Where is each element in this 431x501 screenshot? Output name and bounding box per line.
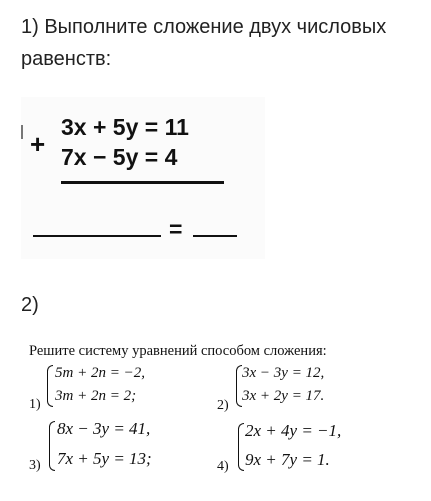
task2-image — [21, 343, 431, 501]
system-3-equation-bottom: 7x + 5y = 13; — [57, 449, 152, 468]
system-4-brace — [238, 423, 244, 471]
scan-artifact-mark — [21, 125, 23, 139]
task1-heading-line1: 1) Выполните сложение двух числовых — [21, 16, 387, 38]
system-4-number: 4) — [217, 459, 229, 474]
sum-line — [61, 181, 224, 184]
task2-label: 2) — [21, 294, 39, 316]
system-3-brace — [49, 421, 55, 471]
task2-instruction: Решите систему уравнений способом сложения: — [29, 343, 327, 359]
system-4-equation-bottom: 9x + 7y = 1. — [245, 450, 330, 469]
system-1-equation-bottom: 3m + 2n = 2; — [55, 388, 137, 404]
system-1-equation-top: 5m + 2n = −2, — [55, 365, 145, 381]
system-1-brace — [47, 365, 53, 407]
system-4-equation-top: 2x + 4y = −1, — [245, 421, 342, 440]
system-2-equation-bottom: 3x + 2y = 17. — [242, 388, 325, 404]
system-1-number: 1) — [29, 397, 41, 412]
task1-heading-line2: равенств: — [21, 48, 112, 70]
answer-blank-right — [193, 235, 237, 237]
system-3-equation-top: 8x − 3y = 41, — [57, 419, 151, 438]
result-equals: = — [169, 216, 183, 242]
system-2-number: 2) — [217, 398, 229, 413]
equation-2: 7x − 5y = 4 — [61, 144, 178, 170]
system-3-number: 3) — [29, 458, 41, 473]
task1-image — [21, 97, 265, 259]
answer-blank-left — [33, 235, 161, 237]
system-2-equation-top: 3x − 3y = 12, — [242, 365, 325, 381]
plus-sign: + — [30, 129, 46, 159]
equation-1: 3x + 5y = 11 — [61, 114, 189, 140]
